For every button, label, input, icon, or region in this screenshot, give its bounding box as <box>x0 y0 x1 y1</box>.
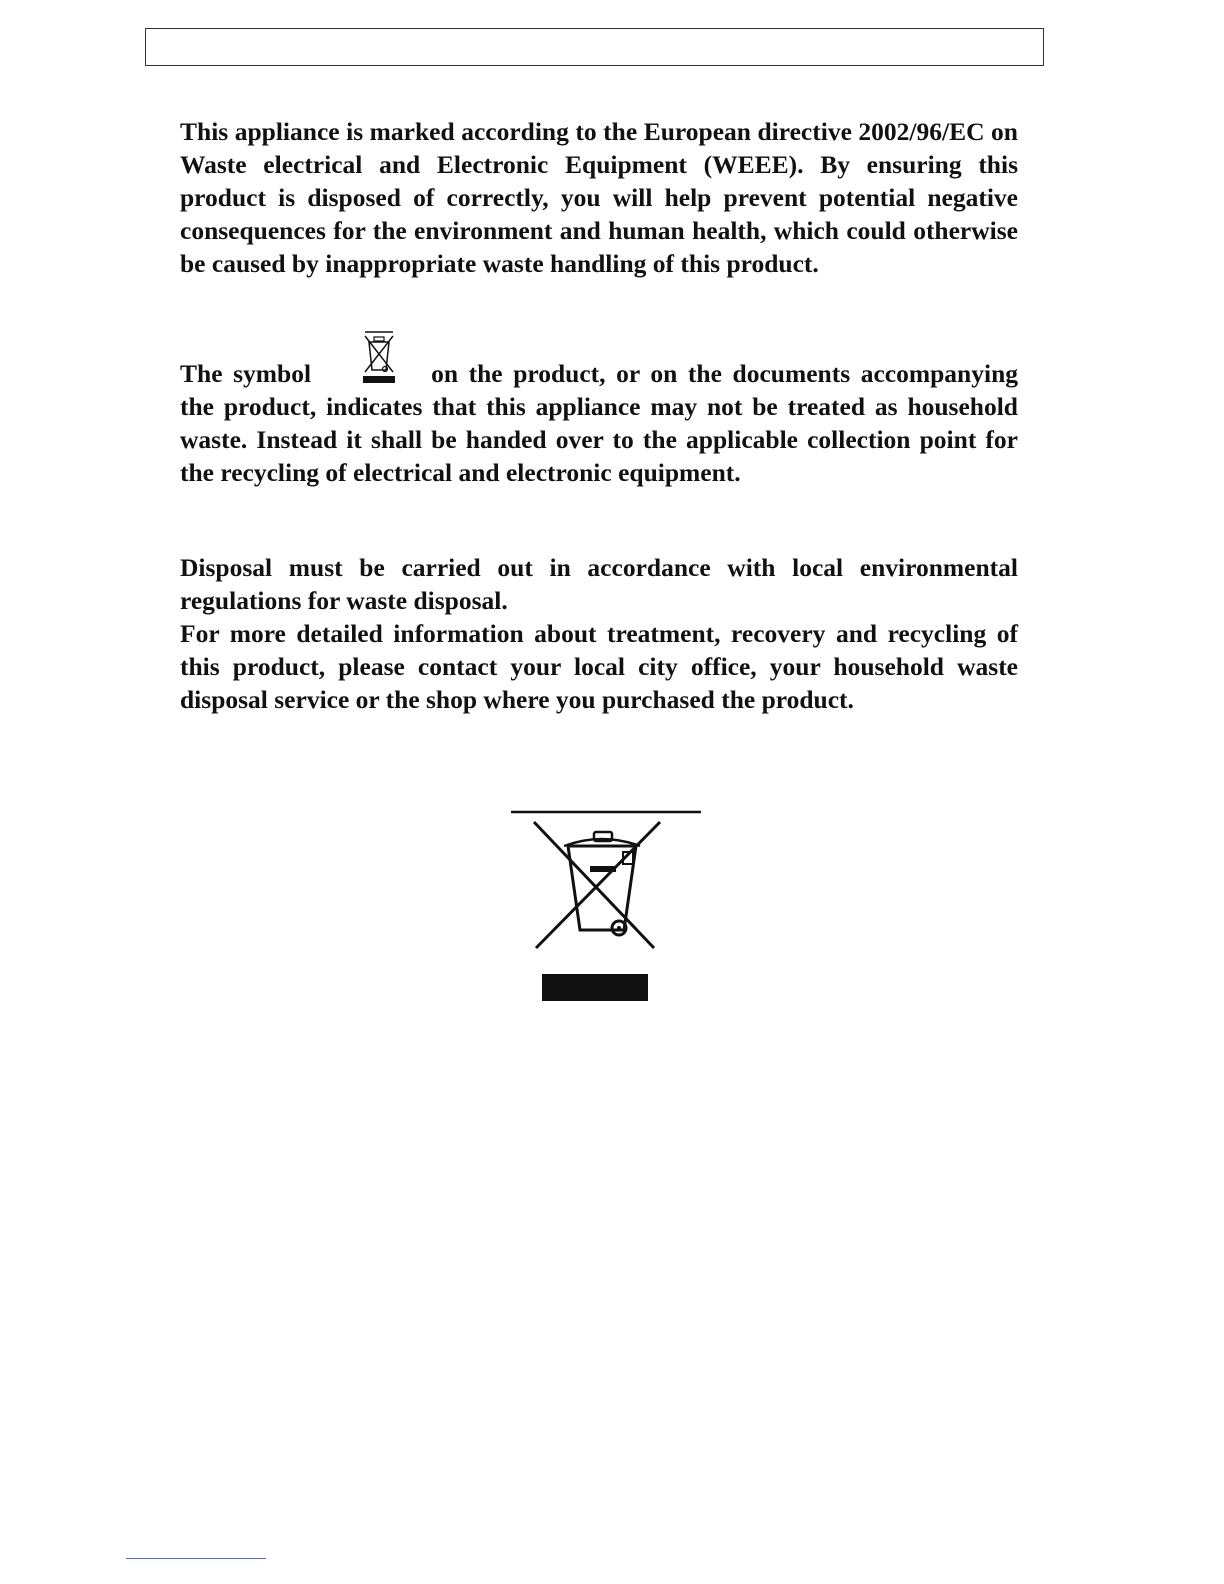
weee-bin-large-icon <box>510 810 702 1011</box>
symbol-trailing-text: on the product, or on the documents accompanying the product, indicates that this appliance may not be treated as household waste. Instead it shall be handed over to the applicable collection point for the recycling of electrical and electronic equipment. <box>180 359 1018 487</box>
paragraph-symbol <box>180 357 1018 489</box>
paragraph-contact: For more detailed information about treatment, recovery and recycling of this product, please contact your local city office, your household waste disposal service or the shop where you purchased the product. <box>180 619 1018 714</box>
symbol-lead-text: The symbol <box>180 359 312 388</box>
symbol-paragraph <box>180 357 1018 489</box>
paragraph-directive: This appliance is marked according to the European directive 2002/96/EC on Waste electrical and Electronic Equipment (WEEE). By ensuring this product is disposed of correctly, you will help prevent potential negative consequences for the environment and human health, which could otherwise be caused by inappropriate waste handling of this product. <box>180 117 1018 278</box>
header-box <box>145 28 1044 66</box>
weee-directive-paragraph <box>180 115 1018 280</box>
paragraph-disposal: Disposal must be carried out in accordance with local environmental regulations for waste disposal. <box>180 553 1018 615</box>
footer-rule <box>126 1558 266 1559</box>
disposal-paragraphs <box>180 551 1018 716</box>
weee-bin-small-icon <box>311 357 431 390</box>
